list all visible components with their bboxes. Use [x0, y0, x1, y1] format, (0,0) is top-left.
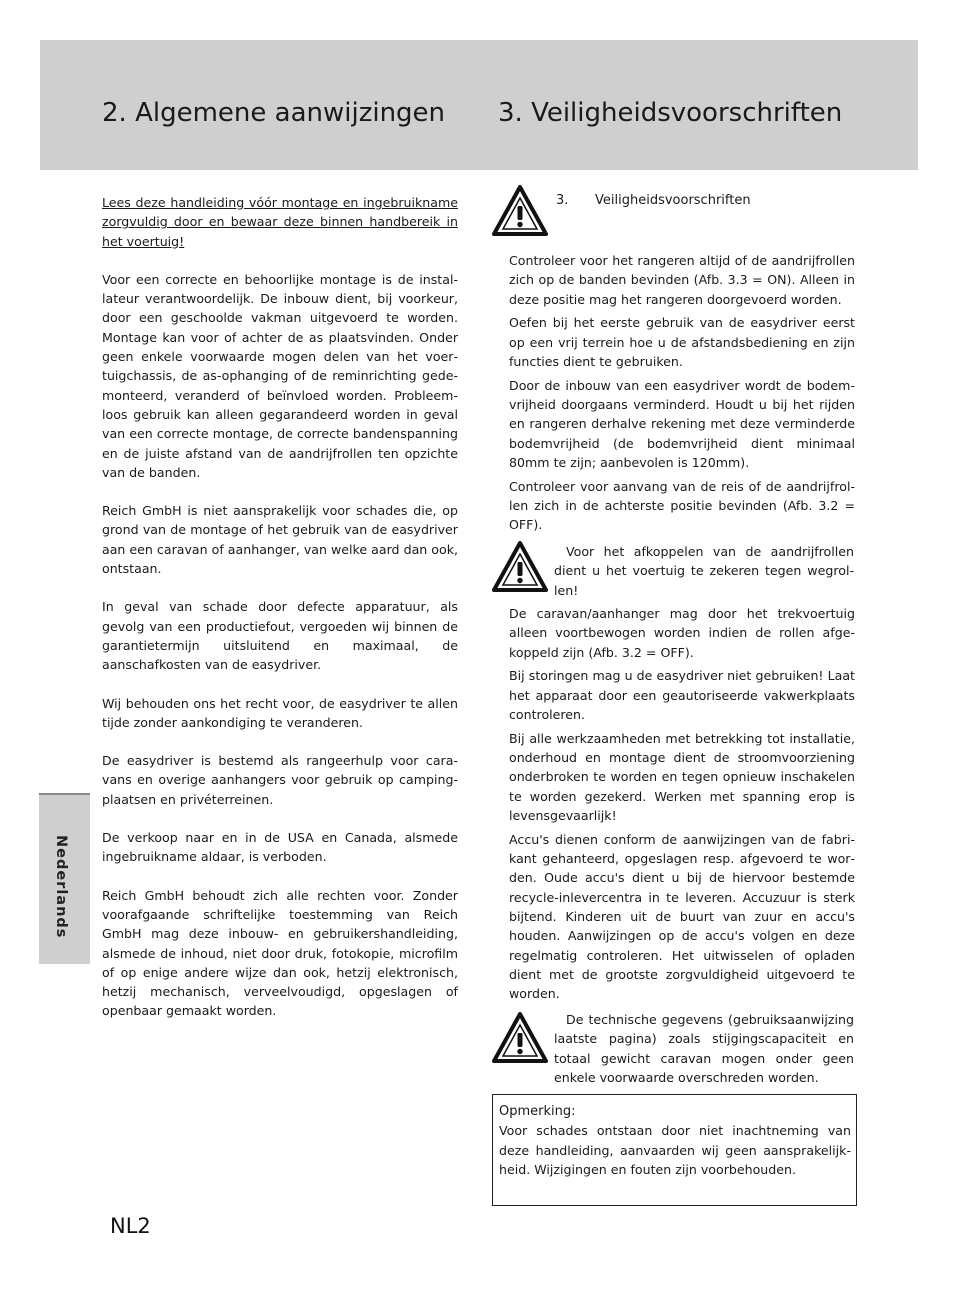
note-text: Voor schades ontstaan door niet inachtneming van deze handleiding, aanvaarden wij geen aansprakelijkheid. Wijzigingen en fouten zijn voorbehouden.: [499, 1123, 851, 1177]
section-title: Veiligheidsvoorschriften: [595, 193, 751, 208]
paragraph: In geval van schade door defecte apparatuur, als gevolg van een productiefout, vergoeden wij binnen de garantietermijn uitsluitend en maximaal, de aanschafkosten van de easydriver.: [102, 599, 458, 673]
left-column: [102, 193, 458, 1040]
warning-icon: [492, 185, 548, 237]
paragraph: Reich GmbH behoudt zich alle rechten voor. Zonder voorafgaande schriftelijke toestemming van Reich GmbH mag deze inbouw- en gebruikershandleiding, alsmede de inhoud, niet door druk, fotokopie, microfilm of op enige andere wijze dan ook, hetzij elektronisch, hetzij mechanisch, verveelvoudigd, opgeslagen of openbaar gemaakt worden.: [102, 887, 458, 1019]
safety-block-1: [509, 251, 855, 539]
note-box: [492, 1094, 857, 1206]
note-label: Opmerking:: [499, 1104, 576, 1119]
paragraph: Bij storingen mag u de easydriver niet gebruiken! Laat het apparaat door een geautoriseerde vakwerkplaats controleren.: [509, 668, 855, 722]
paragraph: Door de inbouw van een easydriver wordt de bodemvrijheid doorgaans verminderd. Houdt u bij het rijden en rangeren derhalve rekening met deze verminderde bodemvrijheid (de bodemvrijheid dient minimaal 80mm te zijn; aanbevolen is 120mm).: [509, 377, 855, 470]
paragraph: Reich GmbH is niet aansprakelijk voor schades die, op grond van de montage of het gebruik van de easydriver aan een caravan of aanhanger, van welke aard dan ook, ontstaan.: [102, 503, 458, 577]
warning-text-technical-data: De technische gegevens (gebruiksaanwijzing laatste pagina) zoals stijgingscapaciteit en totaal gewicht caravan mogen onder geen enkele voorwaarde overschreden worden.: [554, 1012, 854, 1085]
paragraph: De easydriver is bestemd als rangeerhulp voor caravans en overige aanhangers voor gebruik op campingplaatsen en privéterreinen.: [102, 753, 458, 807]
intro-paragraph: Lees deze handleiding vóór montage en ingebruikname zorgvuldig door en bewaar deze binnen handbereik in het voertuig!: [102, 195, 458, 249]
warning-text-uncoupling: Voor het afkoppelen van de aandrijfrollen dient u het voertuig te zekeren tegen wegrollen!: [554, 544, 854, 598]
warning-icon: [492, 541, 548, 593]
page-title-safety: 3. Veiligheidsvoorschriften: [498, 98, 843, 128]
paragraph: De caravan/aanhanger mag door het trekvoertuig alleen voortbewogen worden indien de rollen afgekoppeld zijn (Afb. 3.2 = OFF).: [509, 606, 855, 660]
paragraph: De verkoop naar en in de USA en Canada, alsmede ingebruikname aldaar, is verboden.: [102, 830, 458, 865]
paragraph: Controleer voor het rangeren altijd of de aandrijfrollen zich op de banden bevinden (Afb. 3.3 = ON). Alleen in deze positie mag het rangeren doorgevoerd worden.: [509, 253, 855, 307]
paragraph: Oefen bij het eerste gebruik van de easydriver eerst op een vrij terrein hoe u de afstandsbediening en zijn functies dient te gebruiken.: [509, 315, 855, 369]
paragraph: Accu's dienen conform de aanwijzingen van de fabrikant gehanteerd, opgeslagen resp. afgevoerd te worden. Oude accu's dient u bij de hiervoor bestemde recycle-inlevercentra in te leveren. Accuzuur is sterk bijtend. Kinderen uit de buurt van zuur en accu's houden. Aanwijzingen op de accu's volgen en deze regelmatig controleren. Het uitwisselen of opladen dient met de grootste zorgvuldigheid uitgevoerd te worden.: [509, 831, 855, 1002]
language-label: Nederlands: [53, 835, 69, 939]
language-side-tab: [39, 793, 90, 964]
paragraph: Controleer voor aanvang van de reis of de aandrijfrollen zich in de achterste positie bevinden (Afb. 3.2 = OFF).: [509, 478, 855, 533]
warning-icon: [492, 1012, 548, 1064]
paragraph: Wij behouden ons het recht voor, de easydriver te allen tijde zonder aankondiging te veranderen.: [102, 695, 458, 730]
section-number: 3.: [556, 193, 569, 208]
page-title-general: 2. Algemene aanwijzingen: [102, 98, 446, 128]
safety-block-2: [509, 604, 855, 1008]
paragraph: Voor een correcte en behoorlijke montage is de installateur verantwoordelijk. De inbouw dient, bij voorkeur, door een geschoolde vakman uitgevoerd te worden. Montage kan voor of achter de as plaatsvinden. Onder geen enkele voorwaarde mogen delen van het voertuigchassis, de as-ophanging of de reminrichting gedemonteerd, veranderd of beïnvloed worden. Probleemloos gebruik kan alleen gegarandeerd worden in geval van een correcte montage, de correcte bandenspanning en de juiste afstand van de aandrijfrollen ten opzichte van de banden.: [102, 271, 458, 480]
paragraph: Bij alle werkzaamheden met betrekking tot installatie, onderhoud en montage dient de stroomvoorziening onderbroken te worden en tegen opnieuw inschakelen te worden gezekerd. Werken met spanning erop is levensgevaarlijk!: [509, 730, 855, 823]
page-number: NL2: [110, 1214, 151, 1238]
